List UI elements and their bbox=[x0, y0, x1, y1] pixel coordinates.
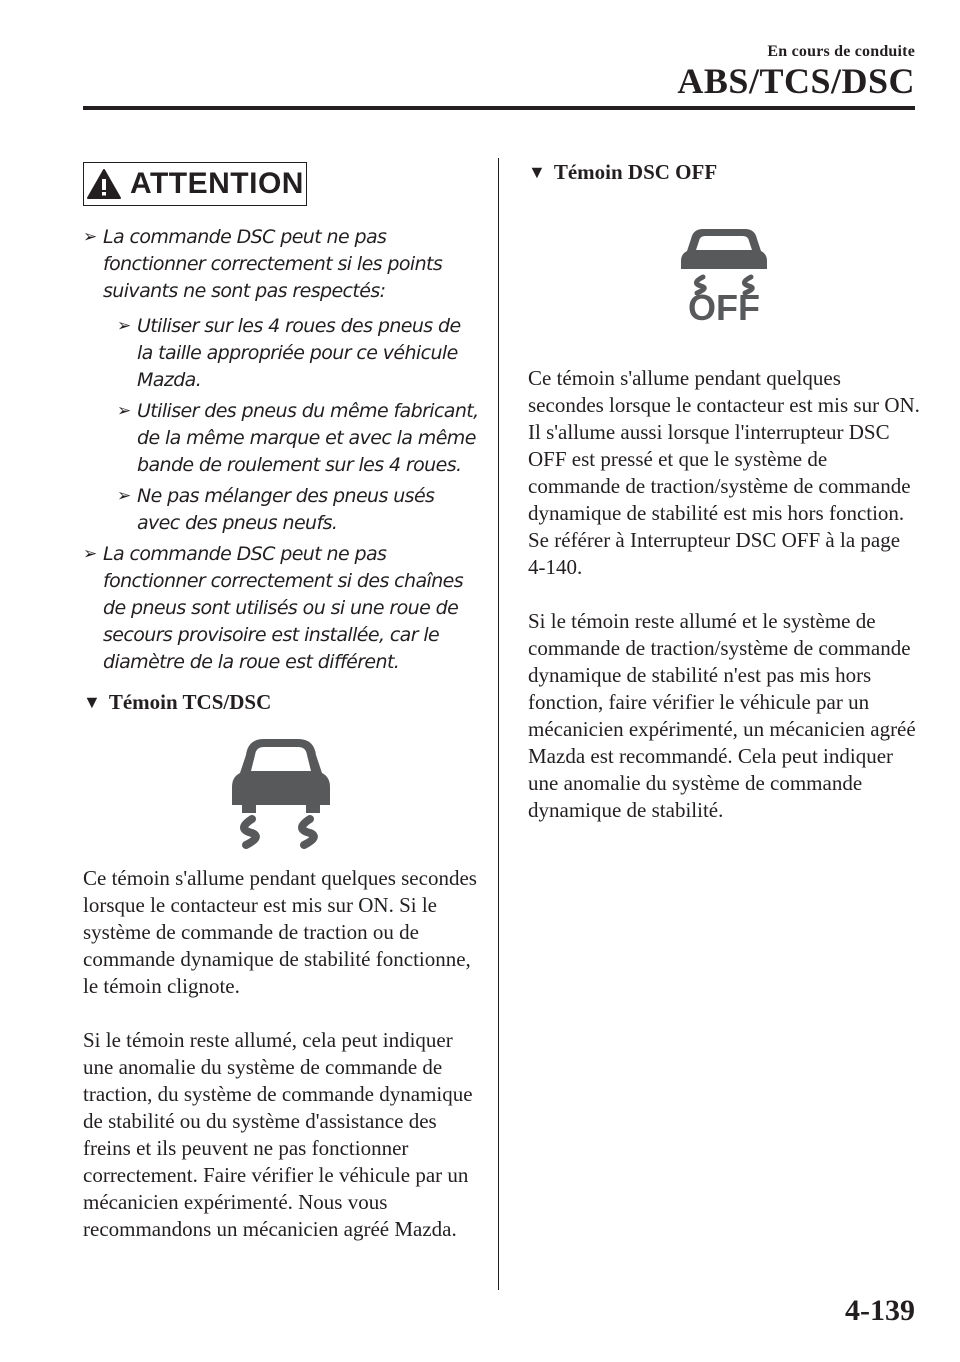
warning-triangle-icon bbox=[86, 168, 122, 200]
tcs-dsc-para-1: Ce témoin s'allume pendant quelques secondes lorsque le contacteur est mis sur ON. Si le système de commande de traction ou de commande dynamique de stabilité fonctionne, le témoin clignote. bbox=[83, 866, 477, 998]
attention-sublist bbox=[103, 313, 479, 537]
attention-item-text: La commande DSC peut ne pas fonctionner correctement si les points suivants ne sont pas respectés: bbox=[103, 226, 443, 302]
column-divider bbox=[498, 158, 499, 1290]
arrow-bullet-icon: ➢ bbox=[83, 227, 97, 247]
arrow-bullet-icon: ➢ bbox=[117, 401, 131, 421]
header-rule bbox=[83, 106, 915, 110]
arrow-bullet-icon: ➢ bbox=[117, 486, 131, 506]
tcs-dsc-heading bbox=[83, 690, 479, 715]
tcs-dsc-warning-icon bbox=[226, 733, 336, 849]
triangle-down-icon: ▼ bbox=[83, 692, 101, 712]
attention-box bbox=[83, 162, 307, 206]
dsc-off-title: Témoin DSC OFF bbox=[553, 160, 718, 184]
dsc-off-para-2: Il s'allume aussi lorsque l'interrupteur DSC OFF est pressé et que le système de commande de traction/système de commande dynamique de stabilité est mis hors fonction. bbox=[528, 420, 911, 525]
left-column bbox=[83, 162, 479, 1243]
page-number: 4-139 bbox=[845, 1294, 915, 1327]
dsc-off-warning-icon bbox=[669, 227, 779, 323]
dsc-off-para-3: Se référer à Interrupteur DSC OFF à la page 4-140. bbox=[528, 528, 901, 579]
triangle-down-icon: ▼ bbox=[528, 162, 546, 182]
attention-subitem-text: Utiliser sur les 4 roues des pneus de la taille appropriée pour ce véhicule Mazda. bbox=[137, 315, 461, 391]
attention-subitem bbox=[117, 313, 479, 394]
running-header-title: ABS/TCS/DSC bbox=[677, 61, 915, 101]
dsc-off-icon-wrap bbox=[528, 227, 920, 323]
attention-label: ATTENTION bbox=[130, 167, 304, 200]
tcs-dsc-icon-wrap bbox=[83, 733, 479, 849]
attention-subitem bbox=[117, 398, 479, 479]
arrow-bullet-icon: ➢ bbox=[117, 316, 131, 336]
dsc-off-icon-text: OFF bbox=[688, 287, 760, 323]
dsc-off-para-4: Si le témoin reste allumé et le système de commande de traction/système de commande dynamique de stabilité n'est pas mis hors fonction, faire vérifier le véhicule par un mécanicien expérimenté, un mécanicien agréé Mazda est recommandé. Cela peut indiquer une anomalie du système de commande dynamique de stabilité. bbox=[528, 609, 916, 822]
attention-subitem-text: Utiliser des pneus du même fabricant, de la même marque et avec la même bande de roulement sur les 4 roues. bbox=[137, 400, 479, 476]
attention-item bbox=[83, 224, 479, 537]
right-column bbox=[528, 160, 920, 824]
attention-item-text: La commande DSC peut ne pas fonctionner correctement si des chaînes de pneus sont utilisés ou si une roue de secours provisoire est installée, car le diamètre de la roue est différent. bbox=[103, 543, 464, 673]
tcs-dsc-para-2: Si le témoin reste allumé, cela peut indiquer une anomalie du système de commande de traction, du système de commande dynamique de stabilité ou du système d'assistance des freins et ils peuvent ne pas fonctionner correctement. Faire vérifier le véhicule par un mécanicien expérimenté. Nous vous recommandons un mécanicien agréé Mazda. bbox=[83, 1028, 473, 1241]
attention-list bbox=[83, 224, 479, 676]
running-header-section: En cours de conduite bbox=[767, 43, 915, 60]
attention-subitem bbox=[117, 483, 479, 537]
dsc-off-para-1: Ce témoin s'allume pendant quelques secondes lorsque le contacteur est mis sur ON. bbox=[528, 366, 920, 417]
attention-subitem-text: Ne pas mélanger des pneus usés avec des pneus neufs. bbox=[137, 485, 435, 534]
arrow-bullet-icon: ➢ bbox=[83, 544, 97, 564]
tcs-dsc-title: Témoin TCS/DSC bbox=[108, 690, 272, 714]
attention-item bbox=[83, 541, 479, 676]
dsc-off-heading bbox=[528, 160, 920, 185]
